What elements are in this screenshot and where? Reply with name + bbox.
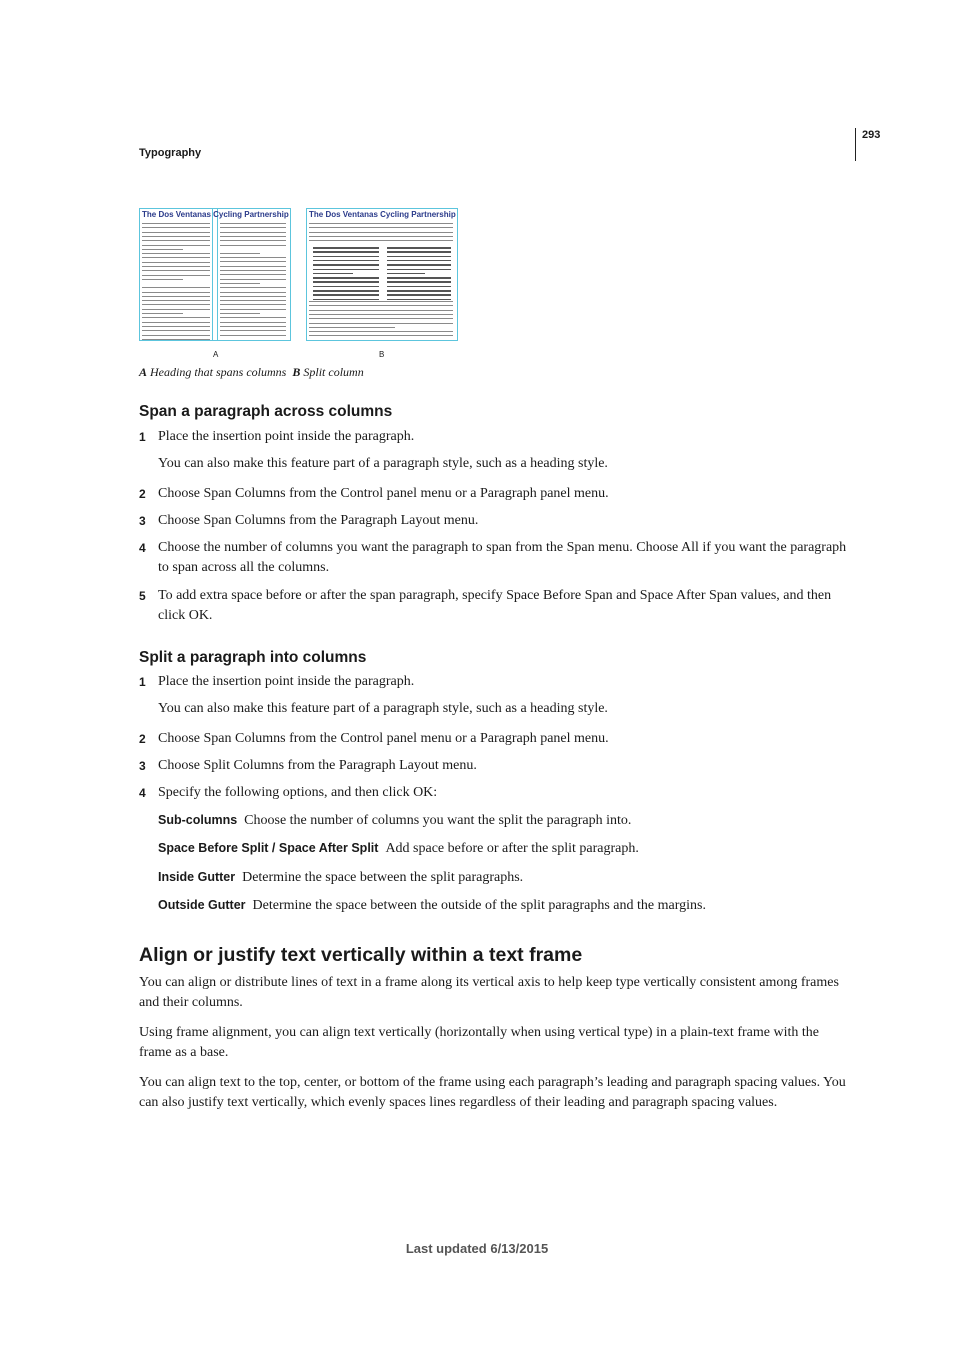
span-section-heading: Span a paragraph across columns bbox=[139, 403, 393, 420]
align-paragraph-2: Using frame alignment, you can align text vertically (horizontally when using vertical type) in a plain-text frame with the frame as a base. bbox=[139, 1025, 819, 1060]
figure bbox=[139, 207, 469, 367]
text-line bbox=[142, 322, 210, 323]
caption-a-letter: A bbox=[139, 365, 148, 379]
text-line bbox=[313, 260, 379, 262]
text-line bbox=[309, 323, 453, 324]
split-section-heading: Split a paragraph into columns bbox=[139, 649, 367, 666]
text-line bbox=[309, 318, 453, 319]
text-line bbox=[220, 253, 260, 254]
text-line bbox=[309, 223, 453, 224]
text-line bbox=[387, 277, 451, 279]
text-line bbox=[220, 240, 286, 241]
text-line bbox=[220, 322, 286, 323]
text-line bbox=[142, 292, 210, 293]
text-line bbox=[142, 240, 210, 241]
column-guide bbox=[217, 209, 218, 340]
text-line bbox=[142, 279, 183, 280]
split-step-1 bbox=[139, 672, 851, 692]
text-line bbox=[142, 287, 210, 288]
option-outside-gutter bbox=[158, 895, 848, 916]
split-step-2 bbox=[139, 729, 851, 749]
option-description: Determine the space between the outside of the split paragraphs and the margins. bbox=[252, 898, 706, 913]
text-line bbox=[142, 304, 210, 305]
figure-label-b: B bbox=[379, 350, 385, 359]
text-line bbox=[309, 331, 453, 332]
frame-b-title: The Dos Ventanas Cycling Partnership bbox=[309, 210, 456, 219]
step-number: 4 bbox=[139, 786, 146, 800]
text-line bbox=[220, 304, 286, 305]
step-number: 2 bbox=[139, 732, 146, 746]
text-line bbox=[142, 317, 210, 318]
text-line bbox=[142, 313, 183, 314]
option-description: Choose the number of columns you want the split the paragraph into. bbox=[244, 813, 632, 828]
text-line bbox=[387, 299, 451, 301]
text-line bbox=[142, 300, 210, 301]
text-line bbox=[309, 232, 453, 233]
split-step-4 bbox=[139, 783, 851, 803]
footer-last-updated: Last updated 6/13/2015 bbox=[405, 1241, 549, 1256]
text-line bbox=[313, 277, 379, 279]
text-line bbox=[220, 257, 286, 258]
step-text: Choose Span Columns from the Control panel menu or a Paragraph panel menu. bbox=[158, 486, 609, 501]
span-step-5 bbox=[139, 586, 851, 626]
text-line bbox=[387, 281, 451, 283]
text-line bbox=[142, 296, 210, 297]
split-note: You can also make this feature part of a paragraph style, such as a heading style. bbox=[158, 701, 608, 716]
text-line bbox=[313, 290, 379, 292]
text-line bbox=[220, 287, 286, 288]
text-line bbox=[313, 281, 379, 283]
step-number: 3 bbox=[139, 759, 146, 773]
span-step-2 bbox=[139, 484, 851, 504]
step-text: Place the insertion point inside the paragraph. bbox=[158, 429, 415, 444]
figure-caption bbox=[139, 365, 364, 380]
frame-a-title: The Dos Ventanas Cycling Partnership bbox=[142, 210, 289, 219]
text-line bbox=[220, 313, 260, 314]
step-text: To add extra space before or after the span paragraph, specify Space Before Span and Space After Span values, and then click OK. bbox=[158, 588, 832, 623]
text-line bbox=[220, 335, 286, 336]
frame-a-spanning-heading bbox=[139, 208, 291, 341]
text-line bbox=[220, 279, 286, 280]
text-line bbox=[313, 264, 379, 266]
span-step-3 bbox=[139, 511, 851, 531]
text-line bbox=[313, 269, 379, 271]
step-text: Choose Span Columns from the Paragraph Layout menu. bbox=[158, 513, 479, 528]
option-term: Outside Gutter bbox=[158, 898, 246, 912]
span-note: You can also make this feature part of a paragraph style, such as a heading style. bbox=[158, 456, 608, 471]
text-line bbox=[142, 262, 210, 263]
step-text: Place the insertion point inside the paragraph. bbox=[158, 674, 415, 689]
text-line bbox=[142, 326, 210, 327]
option-sub-columns bbox=[158, 810, 848, 831]
caption-b-letter: B bbox=[292, 365, 301, 379]
step-text: Choose Split Columns from the Paragraph Layout menu. bbox=[158, 758, 477, 773]
text-line bbox=[387, 290, 451, 292]
text-line bbox=[309, 240, 453, 241]
span-step-1 bbox=[139, 427, 851, 447]
align-section-heading: Align or justify text vertically within a text frame bbox=[139, 944, 583, 966]
step-number: 1 bbox=[139, 430, 146, 444]
text-line bbox=[220, 232, 286, 233]
text-line bbox=[387, 294, 451, 296]
text-line bbox=[142, 253, 210, 254]
text-line bbox=[309, 227, 453, 228]
text-line bbox=[142, 270, 210, 271]
text-line bbox=[387, 251, 451, 253]
text-line bbox=[387, 264, 451, 266]
page-number: 293 bbox=[862, 129, 881, 141]
text-line bbox=[387, 273, 425, 275]
text-line bbox=[309, 314, 453, 315]
step-number: 1 bbox=[139, 675, 146, 689]
text-line bbox=[142, 266, 210, 267]
text-line bbox=[387, 269, 451, 271]
option-term: Inside Gutter bbox=[158, 870, 236, 884]
option-description: Determine the space between the split paragraphs. bbox=[242, 870, 524, 885]
option-term: Space Before Split / Space After Split bbox=[158, 841, 379, 855]
text-line bbox=[309, 305, 453, 306]
text-line bbox=[387, 286, 451, 288]
align-paragraph-3: You can align text to the top, center, or bottom of the frame using each paragraph’s leading and paragraph spacing values. You can also justify text vertically, which evenly spaces lines regardless of their leading and paragraph spacing values. bbox=[139, 1075, 846, 1110]
text-line bbox=[313, 251, 379, 253]
text-line bbox=[220, 270, 286, 271]
option-description: Add space before or after the split paragraph. bbox=[385, 841, 639, 856]
text-line bbox=[220, 326, 286, 327]
text-line bbox=[220, 296, 286, 297]
figure-label-a: A bbox=[213, 350, 219, 359]
running-head: Typography bbox=[139, 147, 202, 159]
text-line bbox=[142, 339, 210, 340]
option-inside-gutter bbox=[158, 867, 848, 888]
step-text: Choose Span Columns from the Control panel menu or a Paragraph panel menu. bbox=[158, 731, 609, 746]
text-line bbox=[220, 261, 286, 262]
text-line bbox=[387, 247, 451, 249]
text-line bbox=[313, 299, 379, 301]
text-line bbox=[309, 301, 453, 302]
text-line bbox=[220, 317, 286, 318]
step-number: 2 bbox=[139, 487, 146, 501]
text-line bbox=[220, 300, 286, 301]
text-line bbox=[309, 335, 453, 336]
text-line bbox=[309, 327, 395, 328]
frame-b-split-column bbox=[306, 208, 458, 341]
text-line bbox=[220, 309, 286, 310]
caption-b-text: Split column bbox=[303, 365, 364, 379]
text-line bbox=[220, 330, 286, 331]
text-line bbox=[220, 266, 286, 267]
option-space-before-after-split bbox=[158, 838, 848, 859]
text-line bbox=[220, 223, 286, 224]
text-line bbox=[313, 273, 353, 275]
text-line bbox=[142, 236, 210, 237]
header-rule bbox=[855, 128, 856, 161]
option-term: Sub-columns bbox=[158, 813, 238, 827]
text-line bbox=[142, 245, 210, 246]
column-guide bbox=[212, 209, 213, 340]
text-line bbox=[387, 256, 451, 258]
text-line bbox=[142, 275, 210, 276]
text-line bbox=[309, 236, 453, 237]
step-number: 5 bbox=[139, 589, 146, 603]
text-line bbox=[142, 309, 210, 310]
text-line bbox=[313, 286, 379, 288]
text-line bbox=[220, 292, 286, 293]
text-line bbox=[220, 245, 286, 246]
text-line bbox=[142, 330, 210, 331]
text-line bbox=[313, 247, 379, 249]
text-line bbox=[313, 256, 379, 258]
text-line bbox=[220, 274, 286, 275]
text-line bbox=[142, 335, 210, 336]
text-line bbox=[142, 249, 183, 250]
align-paragraph-1: You can align or distribute lines of text in a frame along its vertical axis to help keep type vertically consistent among frames and their columns. bbox=[139, 975, 839, 1010]
caption-a-text: Heading that spans columns bbox=[150, 365, 287, 379]
text-line bbox=[142, 223, 210, 224]
text-line bbox=[387, 260, 451, 262]
step-text: Choose the number of columns you want the paragraph to span from the Span menu. Choose All if you want the paragraph to span across all the columns. bbox=[158, 540, 847, 575]
step-number: 4 bbox=[139, 541, 146, 555]
text-line bbox=[309, 310, 453, 311]
text-line bbox=[220, 236, 286, 237]
text-line bbox=[142, 227, 210, 228]
text-line bbox=[142, 257, 210, 258]
step-number: 3 bbox=[139, 514, 146, 528]
step-text: Specify the following options, and then click OK: bbox=[158, 785, 438, 800]
text-line bbox=[220, 283, 260, 284]
text-line bbox=[313, 294, 379, 296]
text-line bbox=[220, 227, 286, 228]
split-step-3 bbox=[139, 756, 851, 776]
span-step-4 bbox=[139, 538, 851, 578]
text-line bbox=[142, 232, 210, 233]
